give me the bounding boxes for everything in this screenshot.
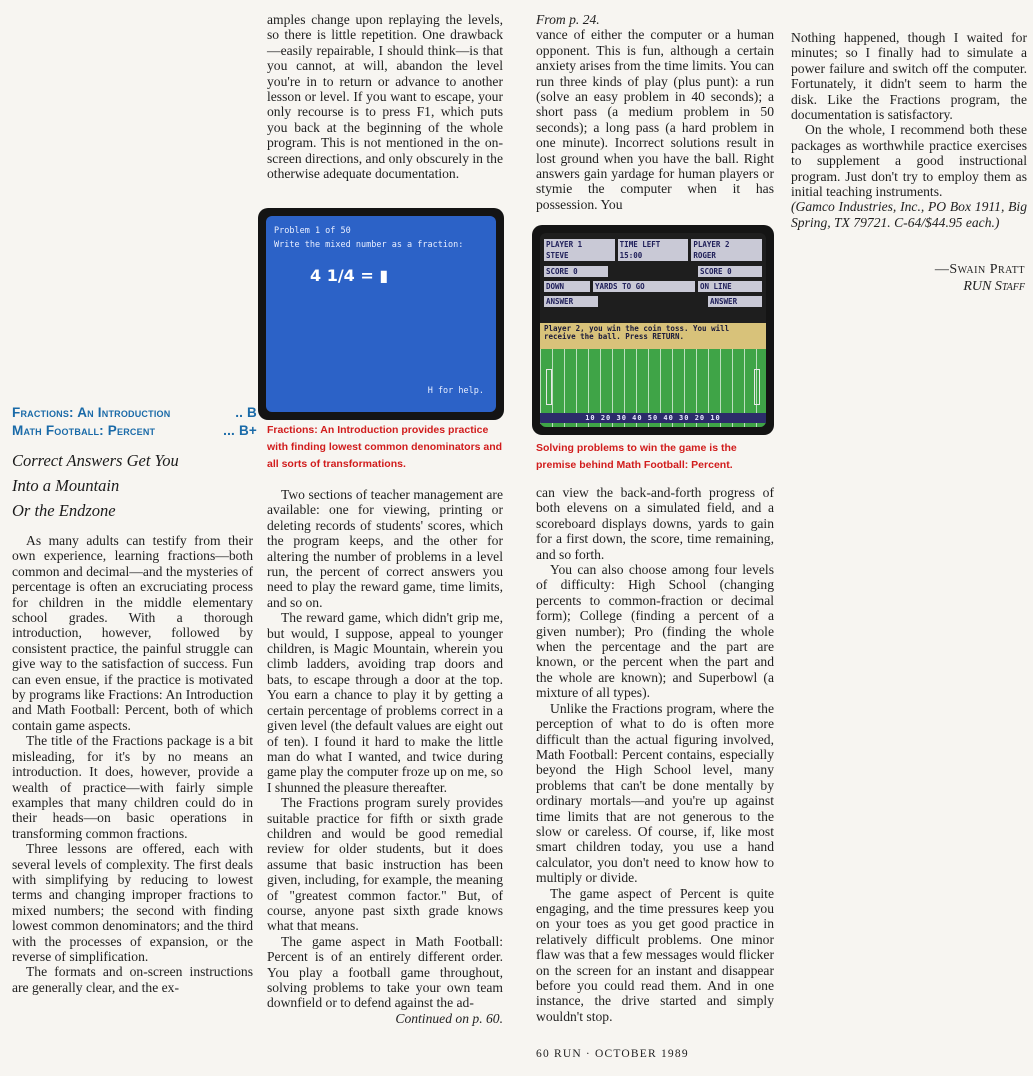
paragraph: Three lessons are offered, each with several levels of complexity. The first deals with simplifying by reducing to lowest terms and changing improper fractions to mixed numbers; the second with finding lowest common denominators; and the third with the processes of expansion, or the reverse of simplification. [12, 841, 253, 964]
product-info: (Gamco Industries, Inc., PO Box 1911, Big Spring, TX 79721. C-64/$44.95 each.) [791, 199, 1027, 230]
mixed-number-problem: 4 1/4 = ▮ [310, 266, 389, 285]
column-3-top [536, 12, 774, 212]
subhead-line: Into a Mountain [12, 476, 120, 495]
column-1-body [12, 533, 253, 995]
paragraph: amples change upon replaying the levels, so there is little repetition. One drawback—easily repairable, I should think—is that you cannot, at will, abandon the level you're in to return or advance to another lesson or level. If you want to escape, your only recourse is to press F1, which puts you back at the beginning of the whole program. This is not mentioned in the on-screen directions, and only obscurely in the otherwise adequate documentation. [267, 12, 503, 182]
product-name: Fractions: An Introduction [12, 405, 171, 420]
rating-math-football [12, 422, 257, 440]
caption-fractions: Fractions: An Introduction provides practice with finding lowest common denominators and all sorts of transformations. [267, 424, 503, 470]
page-footer: 60 RUN · OCTOBER 1989 [536, 1048, 689, 1060]
goalpost-left [546, 369, 552, 405]
column-2-body [267, 487, 503, 1026]
scoreboard-answers [544, 296, 762, 307]
goalpost-right [754, 369, 760, 405]
paragraph: Two sections of teacher management are available: one for viewing, printing or deleting records of students' scores, which the program keeps, and the other for altering the number of problems in a level run, the percent of correct answers you need to play the reward game, time limits, and so on. [267, 487, 503, 610]
column-4-top [791, 30, 1027, 230]
time-remaining: 15:00 [618, 250, 689, 261]
paragraph: On the whole, I recommend both these packages as worthwhile practice exercises to supplement a good instructional program. Just don't try to employ them as initial teaching instruments. [791, 122, 1027, 200]
paragraph: As many adults can testify from their own experience, learning fractions—both common and decimal—and the mysteries of percentage is often an excruciating process for children in the middle elementary school grades. With a thorough introduction, however, followed by consistent practice, the painful struggle can give way to the satisfaction of success. Fun can even ensue, if the practice is motivated by programs like Fractions: An Introduction and Math Football: Percent, both of which contain game aspects. [12, 533, 253, 733]
author-affiliation: RUN Staff [963, 279, 1025, 294]
paragraph: can view the back-and-forth progress of both elevens on a simulated field, and a scoreboard displays downs, yards to gain for a first down, the score, time remaining, and so forth. [536, 485, 774, 562]
caption-math-football: Solving problems to win the game is the premise behind Math Football: Percent. [536, 442, 737, 471]
monitor-display [266, 216, 496, 412]
review-subhead [12, 448, 257, 523]
player1-label: PLAYER 1 [544, 239, 615, 250]
player1-answer: ANSWER [544, 296, 598, 307]
rating-fractions [12, 404, 257, 422]
yards-to-go-label: YARDS TO GO [593, 281, 695, 292]
paragraph: The Fractions program surely provides suitable practice for fifth or sixth grade children and would be good remedial review for older students, but it does assume that basic instruction has been given, including, for example, the meaning of "greatest common factor." But, of course, anyone past sixth grade knows what that means. [267, 795, 503, 934]
math-football-screenshot [532, 225, 774, 435]
scoreboard-header [544, 239, 762, 250]
on-line-label: ON LINE [698, 281, 762, 292]
paragraph: The reward game, which didn't grip me, but would, I suppose, appeal to younger children, is Magic Mountain, wherein you climb ladders, avoiding trap doors and bats, to escape through a door at the top. You earn a chance to play it by getting a certain percentage of problems correct in a given level (the default values are eight out of ten). I found it hard to make the little man do what I wanted, and twice during game play the computer froze up on me, so I shunned the pleasure thereafter. [267, 610, 503, 795]
column-2-top [267, 12, 503, 181]
product-grade: .. B [235, 405, 257, 420]
coin-toss-message: Player 2, you win the coin toss. You will receive the ball. Press RETURN. [540, 323, 766, 351]
problem-instruction: Write the mixed number as a fraction: [274, 240, 464, 250]
monitor-display [540, 233, 766, 427]
product-grade: ... B+ [223, 423, 257, 438]
byline [935, 261, 1025, 295]
paragraph: The title of the Fractions package is a bit misleading, for it's by no means an introduction. It does, however, provide a wealth of practice—with fairly simple examples that many children could do in their heads—on basic operations in transforming common fractions. [12, 733, 253, 841]
time-left-label: TIME LEFT [618, 239, 689, 250]
football-field [540, 349, 766, 427]
scoreboard-scores [544, 266, 762, 277]
scoreboard-names [544, 250, 762, 261]
player2-label: PLAYER 2 [691, 239, 762, 250]
paragraph: Unlike the Fractions program, where the perception of what to do is often more difficult than the actual figuring involved, Math Football: Percent contains, especially beyond the High School level, many problems that can't be done mentally by ordinary mortals—and you're up against time limits that are not generous to the slow or careless. Of course, if, like most smart children today, you use a hand calculator, you don't need to know how to multiply or divide. [536, 700, 774, 886]
down-label: DOWN [544, 281, 590, 292]
product-name: Math Football: Percent [12, 423, 156, 438]
player2-answer: ANSWER [708, 296, 762, 307]
fractions-screenshot [258, 208, 504, 420]
player2-name: ROGER [691, 250, 762, 261]
paragraph: The game aspect in Math Football: Percent is of an entirely different order. You play a football game throughout, solving problems to take your own team downfield or to defend against the ad- [267, 933, 503, 1011]
subhead-line: Correct Answers Get You [12, 451, 179, 470]
review-header [12, 404, 257, 523]
player2-score: SCORE 0 [698, 266, 762, 277]
player1-score: SCORE 0 [544, 266, 608, 277]
paragraph: You can also choose among four levels of difficulty: High School (changing percents to common-fraction or decimal form); College (finding a percent of a given number); Pro (finding the whole when the percentage and the part are known, or the percent when the part and the whole are known); and Superbowl (a mixture of all types). [536, 562, 774, 701]
problem-counter: Problem 1 of 50 [274, 226, 351, 236]
from-page-note: From p. 24. [536, 12, 600, 27]
yard-line-markers: 10 20 30 40 50 40 30 20 10 [540, 413, 766, 423]
scoreboard-downs [544, 281, 762, 292]
continued-note: Continued on p. 60. [395, 1010, 503, 1026]
player1-name: STEVE [544, 250, 615, 261]
paragraph: The formats and on-screen instructions are generally clear, and the ex- [12, 964, 253, 995]
column-3-body [536, 485, 774, 1024]
subhead-line: Or the Endzone [12, 501, 116, 520]
author-name: —Swain Pratt [934, 262, 1025, 277]
paragraph: vance of either the computer or a human opponent. This is fun, although a certain anxiety arises from the time limits. You can run three kinds of play (plus punt): a run (solve an easy problem in 40 seconds); a short pass (a medium problem in 50 seconds); a long pass (a hard problem in one minute). Incorrect solutions result in lost ground when you have the ball. Right answers gain yardage for human players or stymie the computer when it has possession. You [536, 27, 774, 212]
paragraph: The game aspect of Percent is quite engaging, and the time pressures keep you on your toes as you get good practice in relatively difficult problems. One minor flaw was that a few messages would flicker on the screen for an instant and disappear before you could read them. And in one instance, the drive started and simply wouldn't stop. [536, 885, 774, 1024]
paragraph: Nothing happened, though I waited for minutes; so I finally had to simulate a power failure and switch off the computer. Fortunately, it didn't seem to harm the disk. Like the Fractions program, the documentation is satisfactory. [791, 30, 1027, 123]
help-hint: H for help. [427, 386, 484, 396]
